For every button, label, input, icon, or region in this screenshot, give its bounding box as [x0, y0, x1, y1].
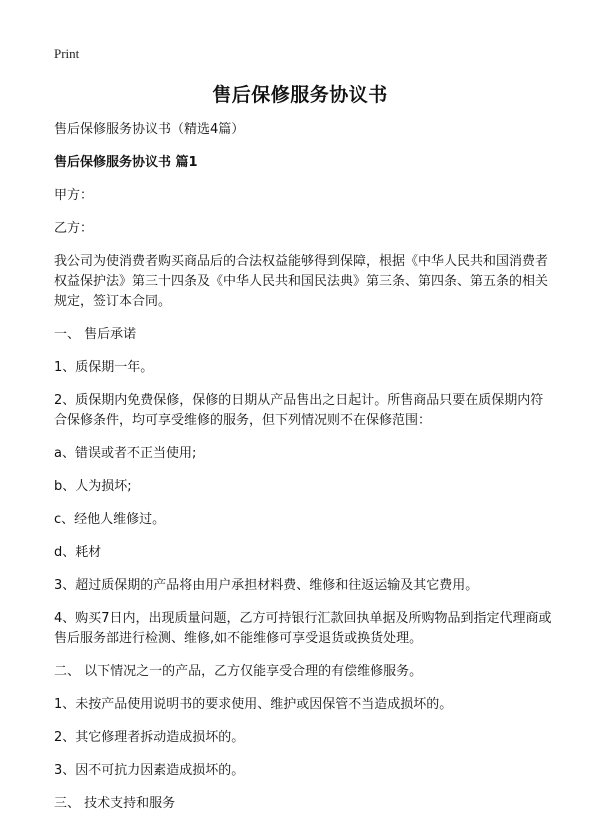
list-item: 1、未按产品使用说明书的要求使用、维护或因保管不当造成损坏的。: [54, 697, 453, 712]
list-item: 2、其它修理者拆动造成损坏的。: [54, 730, 245, 745]
list-item: 4、购买7日内，出现质量问题，乙方可持银行汇款回执单据及所购物品到指定代理商或售后服务部进行检测、维修,如不能维修可享受退货或换货处理。: [54, 611, 552, 646]
list-item: 2、质保期内免费保修，保修的日期从产品售出之日起计。所售商品只要在质保期内符合保修条件，均可享受维修的服务，但下列情况则不在保修范围：: [54, 393, 544, 428]
document-body: [54, 120, 554, 827]
list-item: c、经他人维修过。: [54, 512, 166, 527]
part3-heading: 三、 技术支持和服务: [54, 796, 176, 811]
section-heading: 售后保修服务协议书 篇1: [54, 155, 198, 170]
part2-heading: 二、 以下情况之一的产品，乙方仅能享受合理的有偿维修服务。: [54, 664, 423, 679]
list-item: 3、因不可抗力因素造成损坏的。: [54, 763, 245, 778]
list-item: d、耗材: [54, 545, 102, 560]
document-title: 售后保修服务协议书: [212, 84, 388, 106]
party-a-line: 甲方：: [54, 188, 94, 203]
print-label: Print: [54, 46, 80, 61]
part1-heading: 一、 售后承诺: [54, 327, 137, 342]
list-item: a、错误或者不正当使用;: [54, 446, 197, 461]
list-item: 1、质保期一年。: [54, 360, 154, 375]
intro-paragraph: 我公司为使消费者购买商品后的合法权益能够得到保障，根据《中华人民共和国消费者权益保护法》第三十四条及《中华人民共和国民法典》第三条、第四条、第五条的相关规定，签订本合同。: [54, 254, 549, 309]
party-b-line: 乙方：: [54, 221, 94, 236]
list-item: b、人为损坏;: [54, 479, 132, 494]
list-item: 3、超过质保期的产品将由用户承担材料费、维修和往返运输及其它费用。: [54, 578, 479, 593]
document-subtitle: 售后保修服务协议书（精选4篇）: [54, 122, 245, 137]
